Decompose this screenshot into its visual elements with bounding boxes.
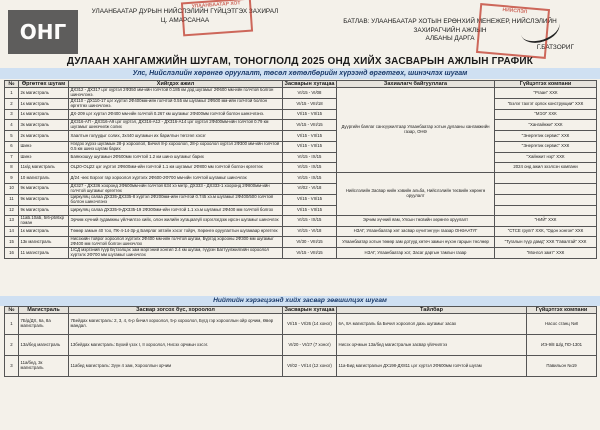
table-row bbox=[5, 194, 597, 205]
row-number: 7 bbox=[5, 152, 19, 162]
repair-period: VI/15 - VII/15 bbox=[283, 194, 337, 205]
row-number: 9 bbox=[5, 173, 19, 183]
line-name: 1к магистраль bbox=[19, 110, 69, 120]
approver-right-title: БАТЛАВ: УЛААНБААТАР ХОТЫН ЕРӨНХИЙ МЕНЕЖЕР, НИЙСЛЭЛИЙН ЗАХИРАГЧИЙН АЖЛЫН bbox=[343, 18, 557, 34]
contractor-company: "НИЙ" ХХК bbox=[495, 215, 597, 226]
table-row bbox=[5, 99, 597, 110]
line-name: 11к/д магистраль bbox=[19, 162, 69, 172]
repair-period: VI/15 - VIII/15 bbox=[283, 120, 337, 131]
line-name: 7Б/д/ДХ, 6а, 8а магистраль bbox=[19, 314, 69, 335]
row-number: 8 bbox=[5, 162, 19, 172]
repair-period: VI/15 - VII/15 bbox=[283, 141, 337, 152]
approver-right-office: АЛБАНЫ ДАРГА bbox=[425, 35, 475, 43]
contractor-company bbox=[495, 173, 597, 183]
table-row bbox=[5, 120, 597, 131]
line-name: 2к магистраль bbox=[19, 131, 69, 141]
row-number: 6 bbox=[5, 141, 19, 152]
schedule-table bbox=[4, 80, 597, 259]
affected-area: 7Бейдах магистраль: 2, 3, 4, 6-р бичил хороолол, 5-р хороолол, Бүгд гэр хорооллын ойр орчим, Өвөр мандал. bbox=[69, 314, 283, 335]
row-number: 12 bbox=[5, 205, 19, 215]
table-row bbox=[5, 173, 597, 183]
approver-left-title: УЛААНБААТАР ДУРЫН НИЙСЛЭЛИЙН ГҮЙЦЭТГЭХ ЗАХИРАЛ bbox=[91, 8, 279, 15]
stamp-text-right: НИЙСЛЭЛ bbox=[502, 7, 528, 16]
affected-area: 11абед магистраль: Зүүн 4 зам, Хорооллын орчим bbox=[69, 356, 283, 377]
section-subtitle: Улс, Нийслэлийн хөрөнгө оруулалт, төсөл хөтөлбөрийн хүрээнд өргөтгөх, шинэчлэх шугам bbox=[0, 68, 600, 79]
official-stamp bbox=[181, 0, 253, 36]
work-description: Баянхошуу шугамын 2Ф500мм голчтой 1.2 км шинэ шугамыг барих bbox=[69, 152, 283, 162]
work-description: 1/СД мэргэний гүүр Бүтээлцэх зам мэргэний хонгил 2.4 км шугам, гүүрэн Багтуулжилгийн хороолол хүртэлх 2Ф700 мм шугамыг шинэчлэх bbox=[69, 248, 283, 259]
work-description: ДХ316-АП - ДХ316-А9 цэг хүртэл, ДХ316-А12 - ДХ316-А14 цэг хүртэл 2Ф400мм-ийн голчтой 0.79 км шугамыг шинэчилж солих bbox=[69, 120, 283, 131]
client-organization: НЗАГ, Улаанбаатар хот, Засаг даргын тамгын газар bbox=[337, 248, 495, 259]
repair-period: VI/15 - VI/26 (14 хоног) bbox=[283, 314, 337, 335]
repair-period: VI/15 - VIII/15 bbox=[283, 248, 337, 259]
contractor-company: Насос станц №8 bbox=[527, 314, 597, 335]
client-organization: НЗАГ, Улаанбаатар хөт засвар хүчитэнгүүн гаазар ОНӨААТҮГ bbox=[337, 226, 495, 236]
contractor-company: "Ргаан" ХХК bbox=[495, 88, 597, 99]
client-organization: Эрчим хүчний яам, Улсын төсвийн хөрөнгө оруулалт bbox=[337, 215, 495, 226]
contractor-company: "Энергетик сервис" ХХК bbox=[495, 141, 597, 152]
line-name: 9к магистраль bbox=[19, 194, 69, 205]
table-row bbox=[5, 248, 597, 259]
contractor-company: Павильон №19 bbox=[527, 356, 597, 377]
section-title-2: Нийтийн хэрэгцээнд хийх засвар зөвшилцэх шугам bbox=[0, 296, 600, 306]
row-number: 3 bbox=[5, 356, 19, 377]
row-number: 14 bbox=[5, 226, 19, 236]
repair-period: VI/15 - IX/15 bbox=[283, 215, 337, 226]
repair-period: VI/15 - IX/15 bbox=[283, 173, 337, 183]
column-header: Засварын хугацаа bbox=[283, 81, 337, 88]
client-organization: Улаанбаатар хотын төмөр зам дотууд хөтөч замын нүхэн гарцын төслөөр bbox=[337, 237, 495, 248]
line-name: 9к магистраль bbox=[19, 205, 69, 215]
table-header-row bbox=[5, 307, 597, 314]
note: 11а-Бид магистралын ДХ198-ДХ811 цэг хүртэл 2Ф600мм голчтой шугам bbox=[337, 356, 527, 377]
logo: ОНГ bbox=[8, 10, 78, 54]
row-number: 10 bbox=[5, 183, 19, 194]
line-name: Шинэ bbox=[19, 152, 69, 162]
client-organization: Дүүргийн баялаг санхүүжилтаар Улаанбаатар хотын дулааны хангамжийн газар, ОНӨ bbox=[337, 88, 495, 173]
repair-period: VI/15 - VII/15 bbox=[283, 110, 337, 120]
row-number: 13 bbox=[5, 215, 19, 226]
affected-area: 13бейдах магистраль: Бүхий үзэх I, II хороолол, Нисэх орчмын хэсэг. bbox=[69, 335, 283, 356]
table-row bbox=[5, 356, 597, 377]
contractor-company: "Бэлэг тахгэт орлох конструкции" ХХК bbox=[495, 99, 597, 110]
work-description: Циркуляц салаа ДХ335-ДХ335-8 хүртэл 2Ф200мм-ийн голчтой 0.745 хэ.м шугамыг 2Ф400/500 голчтой болгон шинэчлэнэ bbox=[69, 194, 283, 205]
table-row bbox=[5, 162, 597, 172]
table-row bbox=[5, 205, 597, 215]
line-name: 11а/бед, 3к магистраль bbox=[19, 356, 69, 377]
contractor-company: ИЭ-9/8 Ш/д ПО-1301 bbox=[527, 335, 597, 356]
row-number: 5 bbox=[5, 131, 19, 141]
repair-period: VI/15 - VII/15 bbox=[283, 131, 337, 141]
work-description: Циркуляц салаа ДХ335-9-ДХ335-19 2Ф300мм-ийн голчтой 1.1 хэ.м шугамыг 2Ф400 мм голчтой болгох bbox=[69, 205, 283, 215]
row-number: 16 bbox=[5, 248, 19, 259]
note: Нисэх орчмын 13а/бед магистралын засвар үйлчилгээ bbox=[337, 335, 527, 356]
row-number: 3 bbox=[5, 110, 19, 120]
line-name: 9к магистраль bbox=[19, 183, 69, 194]
document-header bbox=[80, 2, 595, 54]
work-description: Хаалтын голуудыг солих, 3х440 шугамын их барилгын төгсгөл хэсэг bbox=[69, 131, 283, 141]
line-name: 13а/бед магистраль bbox=[19, 335, 69, 356]
contractor-company: "Хайнжит нэр" ХХК bbox=[495, 152, 597, 162]
column-header: Өргөтгөх шугам bbox=[19, 81, 69, 88]
line-name: 11аБ.10аБ, 5/6-р5/6хр гоман bbox=[19, 215, 69, 226]
work-description: Төмөр замын 40 тоо, ПК-4-14-3р-д Баярлаг эвтэйн хэсэг тойрч, Хөрөнгө оруулалтын шугамаар өргөтгөх bbox=[69, 226, 283, 236]
work-description: Нисэхийн тойрог хороолол хүртэлх 2Ф400 мм-ийн голчтой шугам, Бүргэд хорооны 2Ф300 мм шугамыг 2Ф400 мм голчтой болгон шинэчлэх bbox=[69, 237, 283, 248]
column-header: Тайлбар bbox=[337, 307, 527, 314]
repair-period: VI/15 - VI/18 bbox=[283, 226, 337, 236]
repair-period: VI/15 - IX/15 bbox=[283, 152, 337, 162]
maintenance-table bbox=[4, 306, 597, 377]
repair-period: VI/30 - VIII/15 bbox=[283, 237, 337, 248]
document-title: ДУЛААН ХАНГАМЖИЙН ШУГАМ, ТОНОГЛОЛД 2025 ОНД ХИЙХ ЗАСВАРЫН АЖЛЫН ГРАФИК bbox=[66, 56, 534, 67]
line-name: 3к магистраль bbox=[19, 120, 69, 131]
client-organization: Нийслэлийн Засвар нийн хэвийн альба, Нийслэлийн төсвийн хөрөнгө оруулалт bbox=[337, 173, 495, 216]
line-name: Шинэ bbox=[19, 141, 69, 152]
contractor-company bbox=[495, 194, 597, 205]
repair-period: VI/15 - IX/15 bbox=[283, 162, 337, 172]
column-header: Гүйцэтгэх компани bbox=[527, 307, 597, 314]
table-row bbox=[5, 215, 597, 226]
stamp-text: УЛААНБААТАР ХОТ bbox=[191, 0, 241, 10]
column-header: Хийгдэх ажил bbox=[69, 81, 283, 88]
table-row bbox=[5, 314, 597, 335]
row-number: 4 bbox=[5, 120, 19, 131]
line-name: 11 магистраль bbox=[19, 248, 69, 259]
contractor-company: "МЭЭ" ХХК bbox=[495, 110, 597, 120]
column-header: Гүйцэтгэх компани bbox=[495, 81, 597, 88]
contractor-company bbox=[495, 183, 597, 194]
work-description: Эрчим хүчний гудамжны үйлчилгээ хийх, олон жилийн хугацаагүй хэрэглэгдэж ирсэн шугамыг шинэчлэх bbox=[69, 215, 283, 226]
contractor-company bbox=[495, 205, 597, 215]
table-row bbox=[5, 88, 597, 99]
table-row bbox=[5, 131, 597, 141]
work-description: Нэгдэх хүрээ шугамын 28-р хороолол, Бичил 8-р хороолол, 28-р хороолол хүртэл 2Ф300 мм-ийн голчтой 0.5 км шинэ шугам барих bbox=[69, 141, 283, 152]
repair-period: VI/02 - VI/18 bbox=[283, 183, 337, 194]
repair-period: VI/15 - VIII/18 bbox=[283, 99, 337, 110]
table-row bbox=[5, 237, 597, 248]
column-header: Засвар зогсох бүс, хороолол bbox=[69, 307, 283, 314]
column-header: Магистраль bbox=[19, 307, 69, 314]
line-name: 1к магистраль bbox=[19, 226, 69, 236]
repair-period: VI/15 - VII/15 bbox=[283, 205, 337, 215]
work-description: ДХ312 - ДХ317 цэг хүртэл 2Ф350 мм-ийн голчтой 0.185 км дэд шугамыг 2Ф600 мм-ийн голчтой болгон шинэчлэнэ. bbox=[69, 88, 283, 99]
row-number: 15 bbox=[5, 237, 19, 248]
line-name: 2к магистраль bbox=[19, 88, 69, 99]
table-row bbox=[5, 226, 597, 236]
work-description: Д/24 -өөс Бэрээг гар хороолол хүртэлх 2Ф600-2Ф700 мм-ийн голчтой шугамыг шинэчлэх bbox=[69, 173, 283, 183]
work-description: ДХ-209 цэг хүртэл 2Ф400 мм-ийн голчтой 0.267 км шугамыг 2Ф400мм голчтой болгон шинэчлэнэ. bbox=[69, 110, 283, 120]
column-header: Засварын хугацаа bbox=[283, 307, 337, 314]
repair-period: VI/15 - VI/08 bbox=[283, 88, 337, 99]
table-header-row bbox=[5, 81, 597, 88]
column-header: № bbox=[5, 81, 19, 88]
repair-period: VI/02 - VI/14 (12 хоног) bbox=[283, 356, 337, 377]
line-name: 10 магистраль bbox=[19, 173, 69, 183]
line-name: 13к магистраль bbox=[19, 237, 69, 248]
note: 6А, 8А магистраль ба Бичил хороолол дахь шугамыг засах bbox=[337, 314, 527, 335]
contractor-company: "Монгол замт" ХХК bbox=[495, 248, 597, 259]
approver-left-name: Ц. АМАРСАНАА bbox=[160, 16, 210, 24]
contractor-company: "СТСЕ групп" ХХК, "Одон хонгон" ХХК bbox=[495, 226, 597, 236]
row-number: 1 bbox=[5, 314, 19, 335]
work-description: ДХ110 - ДХ110-17 цэг хүртэл 2Ф400мм-ийн голчтой 0.55 км шугамыг 2Ф500 мм-ийн голчтой болгон өргөтгөх шинэчлэнэ. bbox=[69, 99, 283, 110]
work-description: ОЦ20-ОЦ22 цэг хүртэл 2Ф600мм-ийн голчтой 1.1 км шугамыг 2Ф800 мм голчтой болгон өргөтгөх bbox=[69, 162, 283, 172]
repair-period: VI/20 - VI/27 (7 хоног) bbox=[283, 335, 337, 356]
approver-right-name: Г.БАТЗОРИГ bbox=[536, 43, 574, 51]
contractor-company: "Энергетик сервис" ХХК bbox=[495, 131, 597, 141]
row-number: 2 bbox=[5, 335, 19, 356]
column-header: Захиалагч байгууллага bbox=[337, 81, 495, 88]
contractor-company: "Хангайнжи" ХХК bbox=[495, 120, 597, 131]
contractor-company: "Тугалын гүүр дамд" ХХК "Гавалтай" ХХК bbox=[495, 237, 597, 248]
row-number: 1 bbox=[5, 88, 19, 99]
work-description: ДХ327 - ДХ336 хооронд 2Ф600мм-ийн голчтой 634 хэ метр, ДХ333 - ДХ333-1 хооронд 2Ф800мм-ийн голчтой шугамыг өргөтгөх bbox=[69, 183, 283, 194]
contractor-company: 2024 онд ажил эхэлсэн компани bbox=[495, 162, 597, 172]
table-row bbox=[5, 110, 597, 120]
table-row bbox=[5, 141, 597, 152]
column-header: № bbox=[5, 307, 19, 314]
line-name: 1к магистраль bbox=[19, 99, 69, 110]
table-row bbox=[5, 335, 597, 356]
table-row bbox=[5, 152, 597, 162]
table-row bbox=[5, 183, 597, 194]
row-number: 2 bbox=[5, 99, 19, 110]
row-number: 11 bbox=[5, 194, 19, 205]
